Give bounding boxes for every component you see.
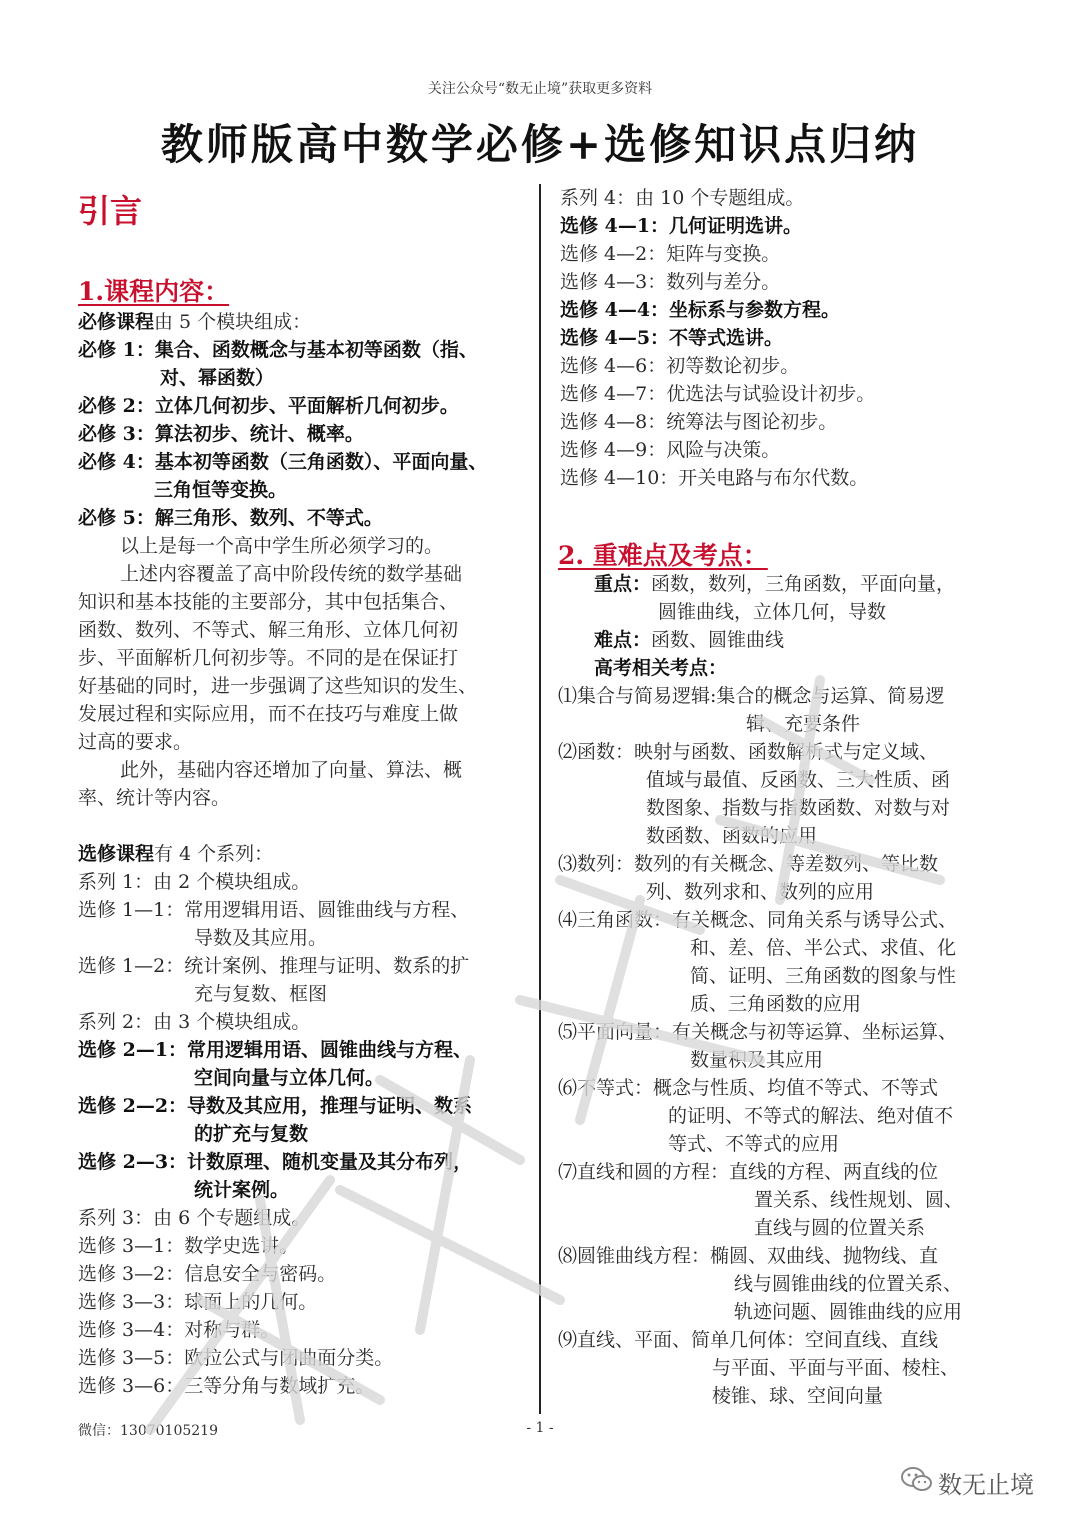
left-text-line: 步、平面解析几何初步等。不同的是在保证打 [78, 647, 459, 669]
left-text-line: 率、统计等内容。 [78, 787, 231, 809]
left-text-line: 必修 4：基本初等函数（三角函数）、平面向量、 [78, 451, 488, 473]
left-text-line: 选修 3—2：信息安全与密码。 [78, 1263, 337, 1285]
left-text-line: 上述内容覆盖了高中阶段传统的数学基础 [120, 563, 463, 585]
key-points-line: 的证明、不等式的解法、绝对值不 [668, 1105, 954, 1127]
left-text-line: 选修 2—2：导数及其应用，推理与证明、数系 [78, 1095, 473, 1117]
column-divider [539, 184, 541, 1414]
left-text-line: 函数、数列、不等式、解三角形、立体几何初 [78, 619, 459, 641]
left-text-line: 系列 2：由 3 个模块组成。 [78, 1011, 311, 1033]
key-points-line: 质、三角函数的应用 [690, 993, 862, 1015]
elective-list-line: 选修 4—5：不等式选讲。 [560, 327, 784, 349]
key-points-line: 置关系、线性规划、圆、 [754, 1189, 964, 1211]
page-number: - 1 - [526, 1420, 554, 1436]
elective-list-line: 选修 4—7：优选法与试验设计初步。 [560, 383, 876, 405]
key-points-line [594, 570, 955, 598]
left-text-line [78, 840, 273, 868]
left-text-line: 选修 2—1：常用逻辑用语、圆锥曲线与方程、 [78, 1039, 473, 1061]
key-points-line: 数图象、指数与指数函数、对数与对 [646, 797, 951, 819]
left-text-line: 过高的要求。 [78, 731, 193, 753]
left-text-line [78, 308, 311, 336]
left-text-line: 发展过程和实际应用，而不在技巧与难度上做 [78, 703, 459, 725]
line-rest: 由 5 个模块组成： [154, 311, 312, 333]
key-points-line: 圆锥曲线，立体几何，导数 [658, 601, 887, 623]
left-text-line: 知识和基本技能的主要部分，其中包括集合、 [78, 591, 459, 613]
key-points-line: 棱锥、球、空间向量 [712, 1385, 884, 1407]
line-rest: 函数、圆锥曲线 [651, 629, 785, 651]
key-points-line: ⑸平面向量：有关概念与初等运算、坐标运算、 [558, 1021, 958, 1043]
elective-list-line: 选修 4—6：初等数论初步。 [560, 355, 800, 377]
left-text-line: 选修 3—3：球面上的几何。 [78, 1291, 318, 1313]
left-text-line: 必修 1：集合、函数概念与基本初等函数（指、 [78, 339, 478, 361]
left-text-line: 选修 3—4：对称与群。 [78, 1319, 280, 1341]
footer-wechat: 微信：13070105219 [78, 1423, 218, 1439]
bold-term: 重点： [594, 573, 652, 595]
left-text-line: 选修 3—1：数学史选讲。 [78, 1235, 299, 1257]
line-rest: 函数，数列，三角函数，平面向量， [651, 573, 956, 595]
left-text-line: 空间向量与立体几何。 [194, 1067, 385, 1089]
elective-list-line: 选修 4—9：风险与决策。 [560, 439, 781, 461]
key-points-line: ⑺直线和圆的方程：直线的方程、两直线的位 [558, 1161, 939, 1183]
left-text-line: 统计案例。 [194, 1179, 290, 1201]
left-text-line: 充与复数、框图 [194, 983, 328, 1005]
left-text-line: 好基础的同时，进一步强调了这些知识的发生、 [78, 675, 478, 697]
key-points-line: ⑼直线、平面、简单几何体：空间直线、直线 [558, 1329, 939, 1351]
left-text-line: 必修 5：解三角形、数列、不等式。 [78, 507, 383, 529]
left-text-line: 对、幂函数） [160, 367, 275, 389]
bold-term: 必修课程 [78, 311, 155, 333]
key-points-line: ⑵函数：映射与函数、函数解析式与定义域、 [558, 741, 939, 763]
left-text-line: 选修 3—6：三等分角与数域扩充。 [78, 1375, 375, 1397]
key-points-line: ⑹不等式：概念与性质、均值不等式、不等式 [558, 1077, 939, 1099]
elective-list-line: 选修 4—8：统筹法与图论初步。 [560, 411, 838, 433]
page-title: 教师版高中数学必修+选修知识点归纳 [160, 120, 920, 169]
key-points-line: 等式、不等式的应用 [668, 1133, 840, 1155]
elective-list-line: 系列 4：由 10 个专题组成。 [560, 187, 805, 209]
bold-term: 选修课程 [78, 843, 155, 865]
header-note: 关注公众号“数无止境”获取更多资料 [427, 81, 653, 97]
key-points-line: 值域与最值、反函数、三大性质、函 [646, 769, 951, 791]
bold-term: 难点： [594, 629, 652, 651]
left-text-line: 选修 1—1：常用逻辑用语、圆锥曲线与方程、 [78, 899, 470, 921]
elective-list-line: 选修 4—10：开关电路与布尔代数。 [560, 467, 869, 489]
left-text-line: 必修 2：立体几何初步、平面解析几何初步。 [78, 395, 459, 417]
line-rest: 有 4 个系列： [154, 843, 274, 865]
elective-list-line: 选修 4—3：数列与差分。 [560, 271, 781, 293]
key-points-line: 简、证明、三角函数的图象与性 [690, 965, 957, 987]
left-text-line: 此外，基础内容还增加了向量、算法、概 [120, 759, 463, 781]
left-text-line: 系列 1：由 2 个模块组成。 [78, 871, 311, 893]
left-text-line: 系列 3：由 6 个专题组成。 [78, 1207, 311, 1229]
left-text-line: 必修 3：算法初步、统计、概率。 [78, 423, 364, 445]
left-text-line: 选修 2—3：计数原理、随机变量及其分布列， [78, 1151, 473, 1173]
left-text-line: 选修 3—5：欧拉公式与闭曲面分类。 [78, 1347, 394, 1369]
intro-heading: 引言 [78, 192, 143, 230]
left-text-line: 三角恒等变换。 [154, 479, 288, 501]
key-points-line: ⑶数列：数列的有关概念、等差数列、等比数 [558, 853, 939, 875]
elective-list-line: 选修 4—1：几何证明选讲。 [560, 215, 803, 237]
key-points-line: ⑷三角函数：有关概念、同角关系与诱导公式、 [558, 909, 958, 931]
key-points-line: 线与圆锥曲线的位置关系、 [734, 1273, 963, 1295]
section2-heading: 2. 重难点及考点： [558, 541, 768, 570]
left-text-line: 以上是每一个高中学生所必须学习的。 [120, 535, 444, 557]
key-points-line: 数量积及其应用 [690, 1049, 824, 1071]
elective-list-line: 选修 4—4：坐标系与参数方程。 [560, 299, 841, 321]
key-points-line: ⑻圆锥曲线方程：椭圆、双曲线、抛物线、直 [558, 1245, 939, 1267]
left-text-line: 的扩充与复数 [194, 1123, 309, 1145]
section1-heading: 1.课程内容： [78, 277, 230, 306]
wechat-icon [900, 1466, 934, 1494]
key-points-line: 高考相关考点： [594, 657, 728, 679]
key-points-line: 直线与圆的位置关系 [754, 1217, 926, 1239]
key-points-line: 和、差、倍、半公式、求值、化 [690, 937, 957, 959]
key-points-line: 列、数列求和、数列的应用 [646, 881, 875, 903]
left-text-line: 导数及其应用。 [194, 927, 328, 949]
key-points-line: 数函数、函数的应用 [646, 825, 818, 847]
watermark-account-name: 数无止境 [938, 1471, 1034, 1499]
key-points-line: 辑、充要条件 [746, 713, 861, 735]
key-points-line [594, 626, 784, 654]
key-points-line: ⑴集合与简易逻辑:集合的概念与运算、简易逻 [558, 685, 945, 707]
left-text-line: 选修 1—2：统计案例、推理与证明、数系的扩 [78, 955, 470, 977]
key-points-line: 轨迹问题、圆锥曲线的应用 [734, 1301, 963, 1323]
key-points-line: 与平面、平面与平面、棱柱、 [712, 1357, 960, 1379]
elective-list-line: 选修 4—2：矩阵与变换。 [560, 243, 781, 265]
